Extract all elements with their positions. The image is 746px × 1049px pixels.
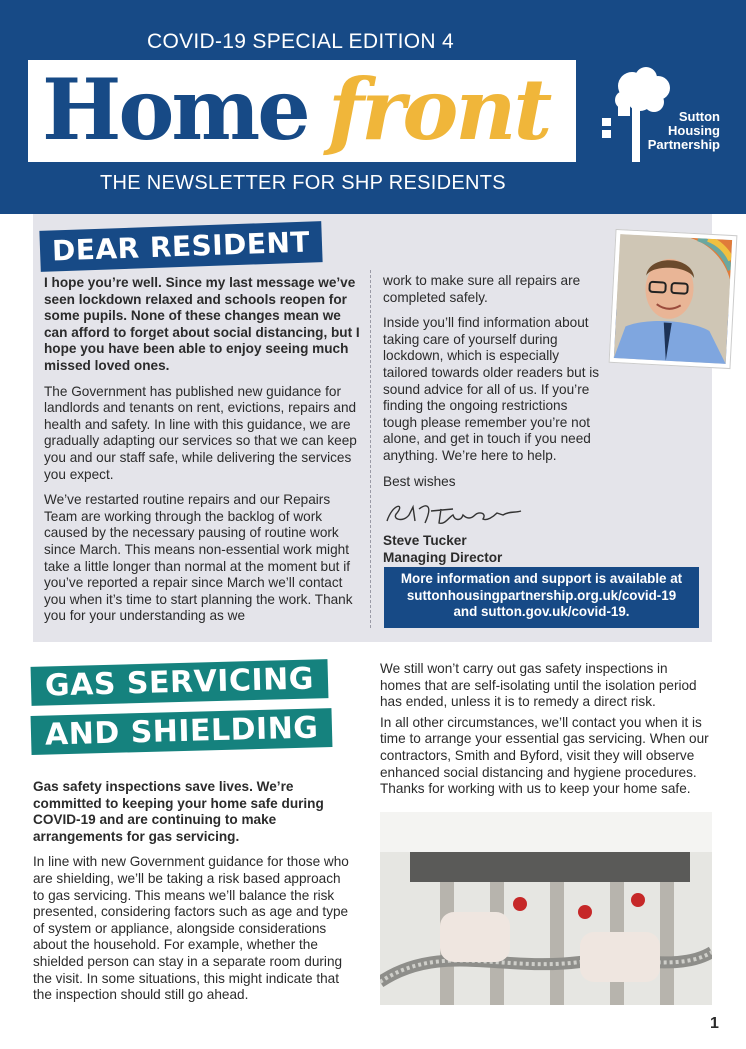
masthead: [0, 0, 746, 214]
dear-resident-heading: DEAR RESIDENT: [39, 221, 322, 272]
logo-line-2: Housing: [668, 123, 720, 138]
managing-director-photo: [609, 229, 738, 369]
dear-resident-lead: I hope you’re well. Since my last message we’ve seen lockdown relaxed and schools reopen for some pupils. None of these changes mean we can afford to forget about social distancing, but I hope you have been able to enjoy seeing much missed loved ones.: [44, 275, 360, 373]
gas-heading-line-2: AND SHIELDING: [31, 708, 333, 755]
title-home: Home: [42, 60, 308, 159]
title-box: [28, 60, 576, 162]
dear-resident-paragraph: We’ve restarted routine repairs and our Repairs Team are working through the backlog of work caused by the necessary pausing of routine work since March. This means non-essential work might take a little longer than normal at the moment but if you’ve reported a repair since March we’ll contact you when it’s time to start planning the work. Thank you for your understanding as we: [44, 492, 353, 624]
page-number: 1: [710, 1015, 719, 1032]
gas-right-column: [380, 661, 712, 807]
portrait-image: [614, 234, 732, 364]
signer-name: Steve Tucker: [383, 533, 467, 549]
portrait-icon: [614, 234, 732, 364]
info-box: [384, 567, 699, 628]
signer-title: Managing Director: [383, 549, 503, 565]
gas-paragraph: We still won’t carry out gas safety inspections in homes that are self-isolating until the isolation period has ended, unless it is to remedy a direct risk.: [380, 661, 697, 710]
boiler-pipes-icon: [380, 812, 712, 1005]
title-front: front: [328, 60, 550, 159]
closing-text: Best wishes: [383, 473, 456, 489]
gas-left-column: [33, 779, 355, 1013]
info-link[interactable]: and sutton.gov.uk/covid-19.: [453, 604, 630, 619]
logo-line-1: Sutton: [678, 109, 720, 124]
logo-text: [648, 110, 720, 152]
gas-heading-line-1: GAS SERVICING: [31, 659, 329, 706]
newsletter-subtitle: THE NEWSLETTER FOR SHP RESIDENTS: [100, 172, 506, 194]
dear-resident-paragraph: work to make sure all repairs are completed safely.: [383, 273, 581, 305]
gas-paragraph: In all other circumstances, we’ll contact you when it is time to arrange your essential gas servicing. When our contractors, Smith and Byford, visit they will observe enhanced social distancing and hygiene procedures. Thanks for working with us to keep your home safe.: [380, 714, 709, 797]
info-link[interactable]: suttonhousingpartnership.org.uk/covid-19: [406, 587, 677, 603]
info-line: More information and support is available at: [400, 571, 683, 586]
logo-line-3: Partnership: [647, 137, 720, 152]
signature-icon: [383, 499, 533, 529]
boiler-photo: [380, 812, 712, 1005]
gas-lead: Gas safety inspections save lives. We’re committed to keeping your home safe during COVID-19 and are continuing to make arrangements for gas servicing.: [33, 779, 324, 844]
gas-paragraph: In line with new Government guidance for those who are shielding, we’ll be taking a risk based approach to gas servicing. This means we’ll balance the risk presented, considering factors such as age and type of system or appliance, alongside considerations about the household. For example, whether the shielded person can stay in a separate room during the visit. In some situations, this might indicate that the inspection should still go ahead.: [33, 854, 349, 1003]
edition-label: COVID-19 SPECIAL EDITION 4: [147, 30, 454, 53]
dear-resident-left-column: [44, 275, 362, 634]
dear-resident-paragraph: The Government has published new guidance for landlords and tenants on rent, evictions, repairs and health and safety. In line with this guidance, we are gradually adapting our services so that we can keep you and our staff safe, while delivering the services you expect.: [44, 383, 357, 482]
inside-paragraph: Inside you’ll find information about taking care of yourself during lockdown, which is especially tailored towards older readers but is sound advice for all of us. If you’re finding the ongoing restrictions tough please remember you’re not alone, and get in touch if you need anything. We’re here to help.: [383, 315, 600, 463]
column-divider: [370, 270, 371, 628]
